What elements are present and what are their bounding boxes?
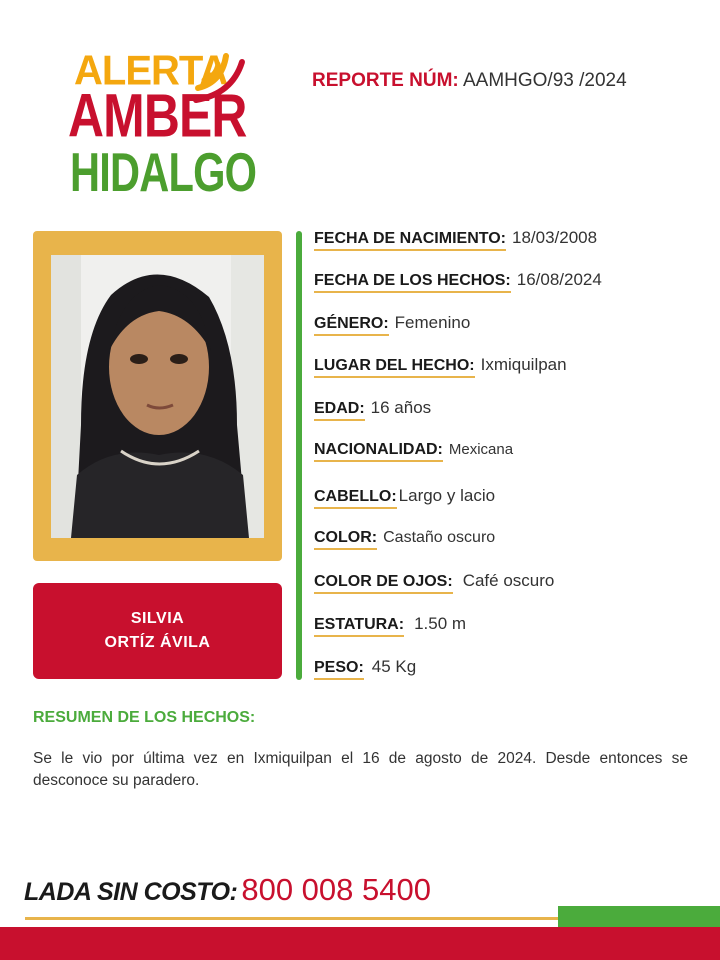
person-name-box	[33, 583, 282, 679]
report-number-value: AAMHGO/93 /2024	[462, 70, 627, 91]
field-nationality	[314, 441, 513, 462]
logo-word-alerta: ALERTA	[74, 47, 228, 95]
report-number-label: REPORTE NÚM:	[312, 70, 459, 91]
field-label: COLOR:	[314, 529, 377, 550]
field-weight	[314, 657, 416, 680]
field-label: LUGAR DEL HECHO:	[314, 357, 475, 378]
footer-red-band	[0, 927, 720, 960]
signal-waves-icon	[192, 48, 252, 108]
photo-frame	[33, 231, 282, 561]
field-label: EDAD:	[314, 400, 365, 421]
field-value: Mexicana	[448, 441, 514, 458]
field-hair	[314, 486, 495, 509]
footer-gold-line	[25, 917, 558, 920]
summary-text: Se le vio por última vez en Ixmiquilpan el 16 de agosto de 2024. Desde entonces se desconoce su paradero.	[33, 750, 688, 789]
field-value: 18/03/2008	[512, 228, 598, 247]
field-label: GÉNERO:	[314, 315, 389, 336]
field-label: PESO:	[314, 659, 364, 680]
logo-word-hidalgo: HIDALGO	[70, 142, 257, 204]
summary-title: RESUMEN DE LOS HECHOS:	[33, 709, 256, 726]
field-event-place	[314, 355, 567, 378]
logo-word-amber: AMBER	[68, 81, 247, 151]
field-value: Femenino	[394, 313, 471, 332]
field-value: 45 Kg	[371, 657, 417, 676]
missing-person-photo	[51, 255, 264, 538]
field-height	[314, 614, 466, 637]
field-value: 16/08/2024	[516, 270, 602, 289]
field-value: 16 años	[370, 398, 432, 417]
person-last-name: ORTÍZ ÁVILA	[104, 634, 211, 651]
alerta-amber-hidalgo-logo	[68, 44, 258, 204]
field-label: NACIONALIDAD:	[314, 441, 443, 462]
field-label: FECHA DE LOS HECHOS:	[314, 272, 511, 293]
field-value: 1.50 m	[414, 614, 467, 633]
portrait-illustration	[51, 255, 264, 538]
field-age	[314, 398, 431, 421]
hotline-number[interactable]: 800 008 5400	[241, 872, 431, 907]
field-gender	[314, 313, 470, 336]
field-value: Café oscuro	[462, 571, 555, 590]
field-label: COLOR DE OJOS:	[314, 573, 453, 594]
hotline-label: LADA SIN COSTO:	[24, 878, 238, 906]
field-value: Largo y lacio	[398, 486, 496, 505]
field-birth-date	[314, 228, 597, 251]
green-divider	[296, 231, 302, 680]
field-label: CABELLO:	[314, 488, 397, 509]
field-label: ESTATURA:	[314, 616, 404, 637]
field-value: Ixmiquilpan	[480, 355, 567, 374]
footer-green-block	[558, 906, 720, 927]
field-eye-color	[314, 571, 554, 594]
field-label: FECHA DE NACIMIENTO:	[314, 230, 506, 251]
field-event-date	[314, 270, 602, 293]
hotline	[24, 872, 431, 908]
field-color	[314, 529, 495, 550]
report-number	[312, 70, 627, 92]
field-value: Castaño oscuro	[383, 529, 496, 546]
person-first-name: SILVIA	[130, 610, 185, 627]
